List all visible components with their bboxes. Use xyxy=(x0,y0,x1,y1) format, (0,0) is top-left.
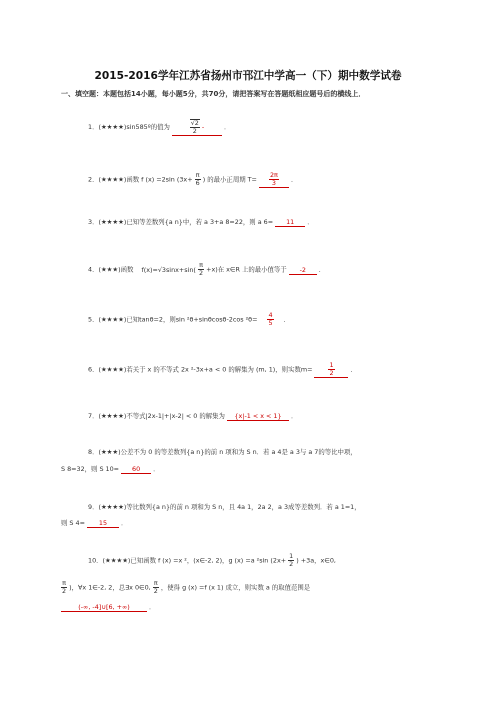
question-3: 3．(★★★★)已知等差数列{a n}中，若 a 3+a 8=22，则 a 6= 11 ． xyxy=(88,218,314,226)
question-8-answer: 60 xyxy=(121,465,151,474)
question-7: 7．(★★★★)不等式|2x-1|+|x-2| < 0 的解集为 {x|-1 < x < 1} ． xyxy=(88,412,298,420)
question-8-line-2: S 8=32，则 S 10= 60 ． xyxy=(61,465,160,473)
question-6-text: 6．(★★★★)若关于 x 的不等式 2x ²-3x+a < 0 的解集为 (m, 1)，则实数m= xyxy=(88,365,313,374)
question-1-answer: $\frac{√2}{2}$ - xyxy=(172,119,222,136)
question-6-answer: $\frac{1}{2}$ xyxy=(314,362,348,378)
question-9-line-2: 则 S 4= 15 ． xyxy=(61,519,128,527)
question-4: 4．(★★★)函数 f(x)=√3sinx+sin( $\frac{\pi}{2}$ +x)在 x∈R 上的最小值等于 -2 ． xyxy=(88,261,326,277)
question-4-answer: -2 xyxy=(289,266,317,275)
question-5-text: 5．(★★★★)已知tanθ=2，则sin ²θ+sinθcosθ-2cos ²θ= xyxy=(88,315,258,324)
question-10-line-3: (-∞, -4]∪[6, +∞) ． xyxy=(61,602,155,612)
question-9-answer: 15 xyxy=(87,519,119,528)
question-9-line-1: 9．(★★★★)等比数列{a n}的前 n 项和为 S n，且 4a 1，2a 2，a 3成等差数列．若 a 1=1， xyxy=(88,503,361,511)
question-6: 6．(★★★★)若关于 x 的不等式 2x ²-3x+a < 0 的解集为 (m, 1)，则实数m= $\frac{1}{2}$ ． xyxy=(88,361,357,377)
question-1-text: 1．(★★★★)sin585º的值为 xyxy=(88,123,170,131)
question-2: 2．(★★★★)函数 f (x) =2sin (3x+ $\frac{\pi}{6}$ ) 的最小正周期 T= $\frac{2\pi}{3}$ ． xyxy=(88,171,298,187)
question-7-answer: {x|-1 < x < 1} xyxy=(227,412,289,421)
question-5: 5．(★★★★)已知tanθ=2，则sin ²θ+sinθcosθ-2cos ²θ= $\frac{4}{5}$ ． xyxy=(88,311,290,327)
question-10-line-1: 10．(★★★★)已知函数 f (x) =x ²，(x∈-2, 2)，g (x) =a ²sin (2x+ $\frac{1}{2}$ ) +3a，x∈0, xyxy=(88,552,336,568)
question-8-line-1: 8．(★★★)公差不为 0 的等差数列{a n}的前 n 项和为 S n．若 a 4是 a 3与 a 7的等比中项， xyxy=(88,448,357,456)
question-3-text: 3．(★★★★)已知等差数列{a n}中，若 a 3+a 8=22，则 a 6= xyxy=(88,218,274,226)
question-10-answer: (-∞, -4]∪[6, +∞) xyxy=(61,603,147,612)
question-2-answer: $\frac{2\pi}{3}$ xyxy=(259,172,289,188)
question-5-answer: $\frac{4}{5}$ xyxy=(268,311,273,327)
question-10-line-2: $\frac{\pi}{2}$ )，∀x 1∈-2, 2，总∃x 0∈0, $\frac{\pi}{2}$ ，使得 g (x) =f (x 1) 成立，则实数 a 的取值范围是 xyxy=(62,579,311,595)
question-1: 1．(★★★★)sin585º的值为 $\frac{√2}{2}$ - ． xyxy=(88,119,231,135)
question-3-answer: 11 xyxy=(275,218,305,227)
question-2-text: 2．(★★★★)函数 f (x) =2sin (3x+ xyxy=(88,175,193,184)
section-heading: 一、填空题：本题包括14小题，每小题5分，共70分，请把答案写在答题纸相应题号后的横线上． xyxy=(61,90,366,98)
question-7-text: 7．(★★★★)不等式|2x-1|+|x-2| < 0 的解集为 xyxy=(88,412,225,420)
page-title: 2015-2016学年江苏省扬州市邗江中学高一（下）期中数学试卷 xyxy=(94,70,402,82)
question-4-text: 4．(★★★)函数 xyxy=(88,265,134,274)
